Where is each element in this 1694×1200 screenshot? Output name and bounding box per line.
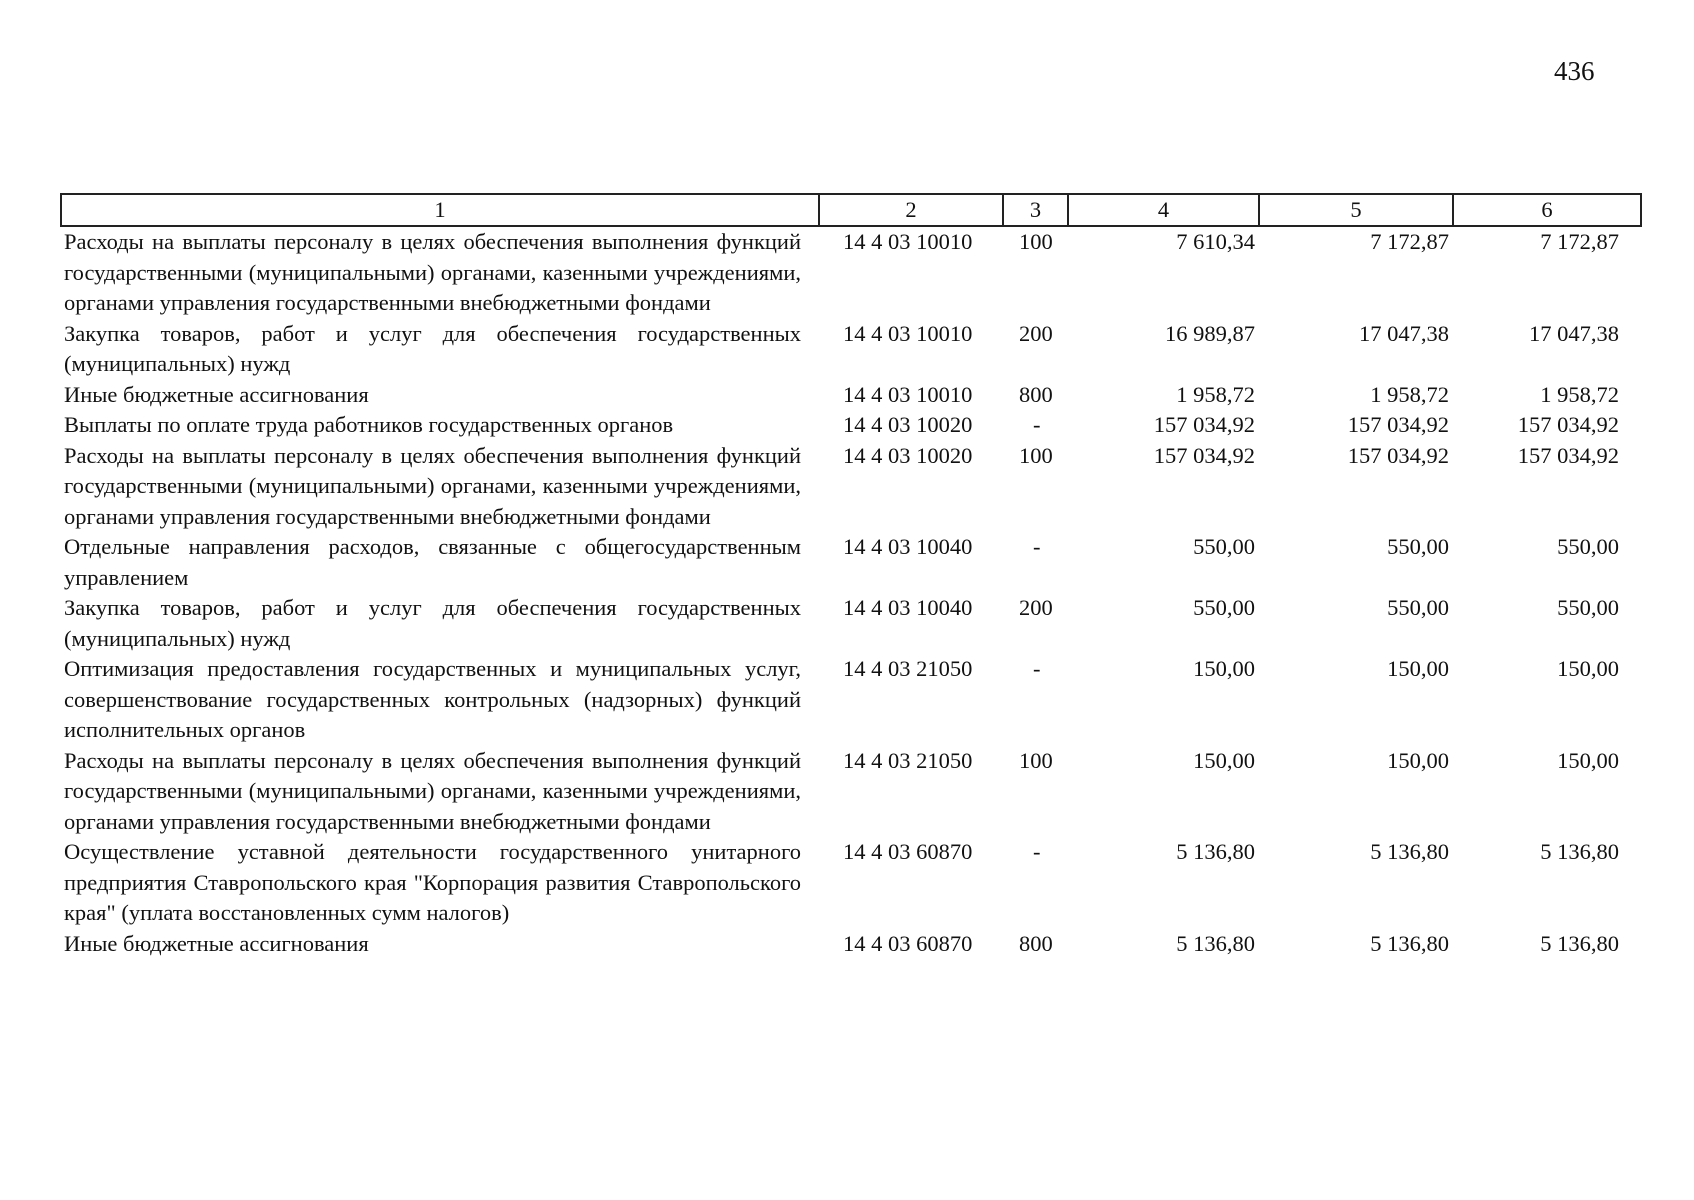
page-number: 436: [1554, 56, 1595, 86]
row-expense-type: 100: [1019, 442, 1053, 468]
row-code: 14 4 03 10020: [843, 412, 973, 437]
row-value-1: 5 136,80: [1176, 930, 1255, 956]
row-code: 14 4 03 10010: [843, 229, 973, 254]
row-value-2: 5 136,80: [1370, 930, 1449, 956]
row-value-1: 150,00: [1193, 747, 1255, 773]
table-row: [61, 380, 1641, 411]
row-value-2: 157 034,92: [1347, 412, 1449, 437]
row-value-1: 5 136,80: [1176, 839, 1255, 864]
column-header-3: 3: [1003, 194, 1068, 226]
row-code: 14 4 03 21050: [843, 747, 973, 773]
row-value-2: 17 047,38: [1359, 320, 1449, 346]
row-value-2: 550,00: [1387, 534, 1449, 559]
row-value-1: 157 034,92: [1153, 412, 1255, 437]
row-value-2: 157 034,92: [1347, 442, 1449, 468]
row-value-1: 150,00: [1193, 656, 1255, 681]
row-code: 14 4 03 60870: [843, 839, 973, 864]
column-header-2: 2: [819, 194, 1003, 226]
row-name: Осуществление уставной деятельности государственного унитарного предприятия Ставропольского края "Корпорация развития Ставропольского края" (уплата восстановленных сумм налогов): [64, 839, 801, 925]
row-value-2: 5 136,80: [1370, 839, 1449, 864]
row-expense-type: -: [1033, 656, 1041, 681]
table-row: [61, 319, 1641, 380]
row-value-3: 550,00: [1557, 534, 1619, 559]
row-expense-type: -: [1033, 839, 1041, 864]
row-value-2: 7 172,87: [1370, 229, 1449, 254]
row-value-2: 150,00: [1387, 747, 1449, 773]
row-value-3: 1 958,72: [1540, 381, 1619, 407]
table-row: [61, 532, 1641, 593]
row-name: Иные бюджетные ассигнования: [64, 381, 369, 407]
table-body: [61, 226, 1641, 959]
table-row: [61, 410, 1641, 441]
row-name: Иные бюджетные ассигнования: [64, 930, 369, 956]
table-row: [61, 837, 1641, 929]
row-expense-type: 100: [1019, 229, 1053, 254]
row-value-3: 150,00: [1557, 747, 1619, 773]
row-code: 14 4 03 10010: [843, 320, 973, 346]
row-expense-type: 100: [1019, 747, 1053, 773]
row-name: Расходы на выплаты персоналу в целях обеспечения выполнения функций государственными (муниципальными) органами, казенными учреждениями, органами управления государственными внебюджетными фондами: [64, 229, 801, 315]
row-value-3: 17 047,38: [1529, 320, 1619, 346]
row-value-2: 150,00: [1387, 656, 1449, 681]
column-header-6: 6: [1453, 194, 1641, 226]
row-value-1: 16 989,87: [1165, 320, 1255, 346]
row-value-3: 150,00: [1557, 656, 1619, 681]
row-value-2: 1 958,72: [1370, 381, 1449, 407]
row-name: Расходы на выплаты персоналу в целях обеспечения выполнения функций государственными (муниципальными) органами, казенными учреждениями, органами управления государственными внебюджетными фондами: [64, 442, 801, 529]
table-row: [61, 746, 1641, 838]
row-code: 14 4 03 60870: [843, 930, 973, 956]
row-value-3: 7 172,87: [1540, 229, 1619, 254]
row-value-3: 157 034,92: [1517, 442, 1619, 468]
column-header-4: 4: [1068, 194, 1259, 226]
table-row: [61, 929, 1641, 960]
row-name: Закупка товаров, работ и услуг для обеспечения государственных (муниципальных) нужд: [64, 595, 801, 651]
row-code: 14 4 03 10040: [843, 534, 973, 559]
row-value-3: 5 136,80: [1540, 839, 1619, 864]
row-value-1: 550,00: [1193, 595, 1255, 620]
row-code: 14 4 03 21050: [843, 656, 973, 681]
row-expense-type: -: [1033, 412, 1041, 437]
row-value-1: 7 610,34: [1176, 229, 1255, 254]
row-code: 14 4 03 10040: [843, 595, 973, 620]
row-name: Выплаты по оплате труда работников государственных органов: [64, 412, 674, 437]
row-name: Отдельные направления расходов, связанные с общегосударственным управлением: [64, 534, 801, 590]
row-value-1: 1 958,72: [1176, 381, 1255, 407]
row-code: 14 4 03 10020: [843, 442, 973, 468]
table-row: [61, 593, 1641, 654]
row-expense-type: 200: [1019, 595, 1053, 620]
row-expense-type: 800: [1019, 381, 1053, 407]
column-header-5: 5: [1259, 194, 1453, 226]
budget-table: [60, 193, 1642, 959]
table-row: [61, 226, 1641, 319]
row-value-3: 550,00: [1557, 595, 1619, 620]
row-expense-type: -: [1033, 534, 1041, 559]
column-header-1: 1: [61, 194, 819, 226]
table-row: [61, 441, 1641, 533]
row-code: 14 4 03 10010: [843, 381, 973, 407]
row-expense-type: 800: [1019, 930, 1053, 956]
header-row: [61, 194, 1641, 226]
table-row: [61, 654, 1641, 746]
row-value-2: 550,00: [1387, 595, 1449, 620]
row-value-3: 5 136,80: [1540, 930, 1619, 956]
row-name: Расходы на выплаты персоналу в целях обеспечения выполнения функций государственными (муниципальными) органами, казенными учреждениями, органами управления государственными внебюджетными фондами: [64, 747, 801, 834]
row-value-1: 550,00: [1193, 534, 1255, 559]
row-value-1: 157 034,92: [1153, 442, 1255, 468]
row-expense-type: 200: [1019, 320, 1053, 346]
row-name: Закупка товаров, работ и услуг для обеспечения государственных (муниципальных) нужд: [64, 320, 801, 376]
table-header: [61, 194, 1641, 226]
row-name: Оптимизация предоставления государственных и муниципальных услуг, совершенствование государственных контрольных (надзорных) функций исполнительных органов: [64, 656, 801, 742]
row-value-3: 157 034,92: [1517, 412, 1619, 437]
